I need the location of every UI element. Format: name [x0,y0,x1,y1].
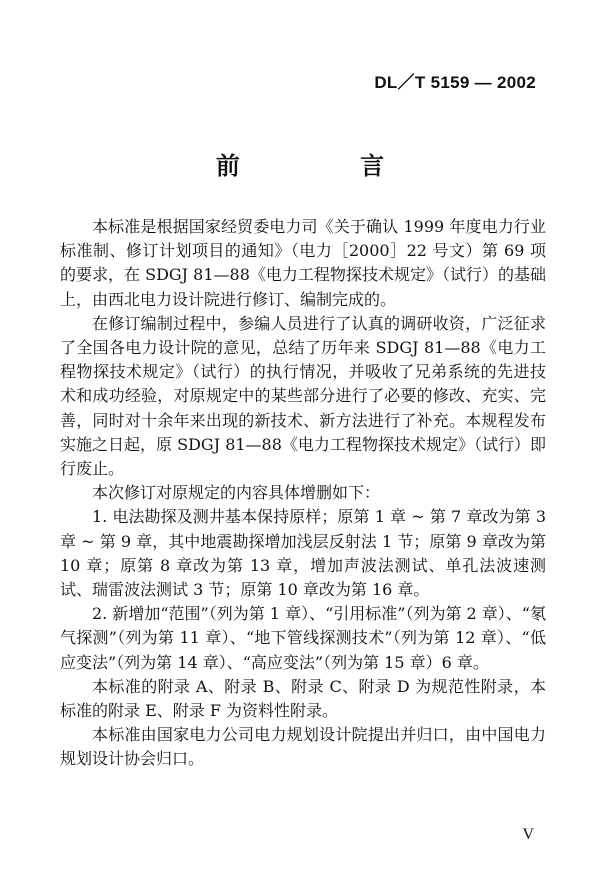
paragraph-changes-intro: 本次修订对原规定的内容具体增删如下： [92,483,381,503]
paragraph-revision-process: 在修订编制过程中，参编人员进行了认真的调研收资，广泛征求了全国各电力设计院的意见，总结了历年来 SDGJ 81—88《电力工程物探技术规定》（试行）的执行情况，并吸收了兄弟系统的先进技术和成功经验，对原规定中的某些部分进行了必要的修改、充实、完善，同时对十余年来出现的新技术、新方法进行了补充。本规程发布实施之日起，原 SDGJ 81—88《电力工程物探技术规定》（试行）即行废止。 [60,313,546,479]
paragraph-revision-basis: 本标准是根据国家经贸委电力司《关于确认 1999 年度电力行业标准制、修订计划项目的通知》（电力［2000］22 号文）第 69 项的要求，在 SDGJ 81—88《电力工程物探技术规定》（试行）的基础上，由西北电力设计院进行修订、编制完成的。 [60,217,546,309]
standard-code: DL／T 5159 — 2002 [374,73,536,92]
paragraph-change-item-1: 1. 电法勘探及测井基本保持原样；原第 1 章 ~ 第 7 章改为第 3 章 ~ 第 9 章，其中地震勘探增加浅层反射法 1 节；原第 9 章改为第 10 章；原第 8 章改为第 13 章，增加声波法测试、单孔法波速测试、瑞雷波法测试 3 节；原第 10 章改为第 16 章。 [60,507,546,600]
page-title: 前 言 [215,152,441,180]
paragraph-appendices: 本标准的附录 A、附录 B、附录 C、附录 D 为规范性附录，本标准的附录 E、附录 F 为资料性附录。 [60,676,546,721]
body-text [60,215,546,772]
paragraph-change-item-2: 2. 新增加“范围”（列为第 1 章）、“引用标准”（列为第 2 章）、“氡气探测”（列为第 11 章）、“地下管线探测技术”（列为第 12 章）、“低应变法”（列为第 14 章）、“高应变法”（列为第 15 章）6 章。 [60,604,546,672]
paragraph-ownership: 本标准由国家电力公司电力规划设计院提出并归口，由中国电力规划设计协会归口。 [60,725,546,769]
page-number: V [522,826,534,843]
